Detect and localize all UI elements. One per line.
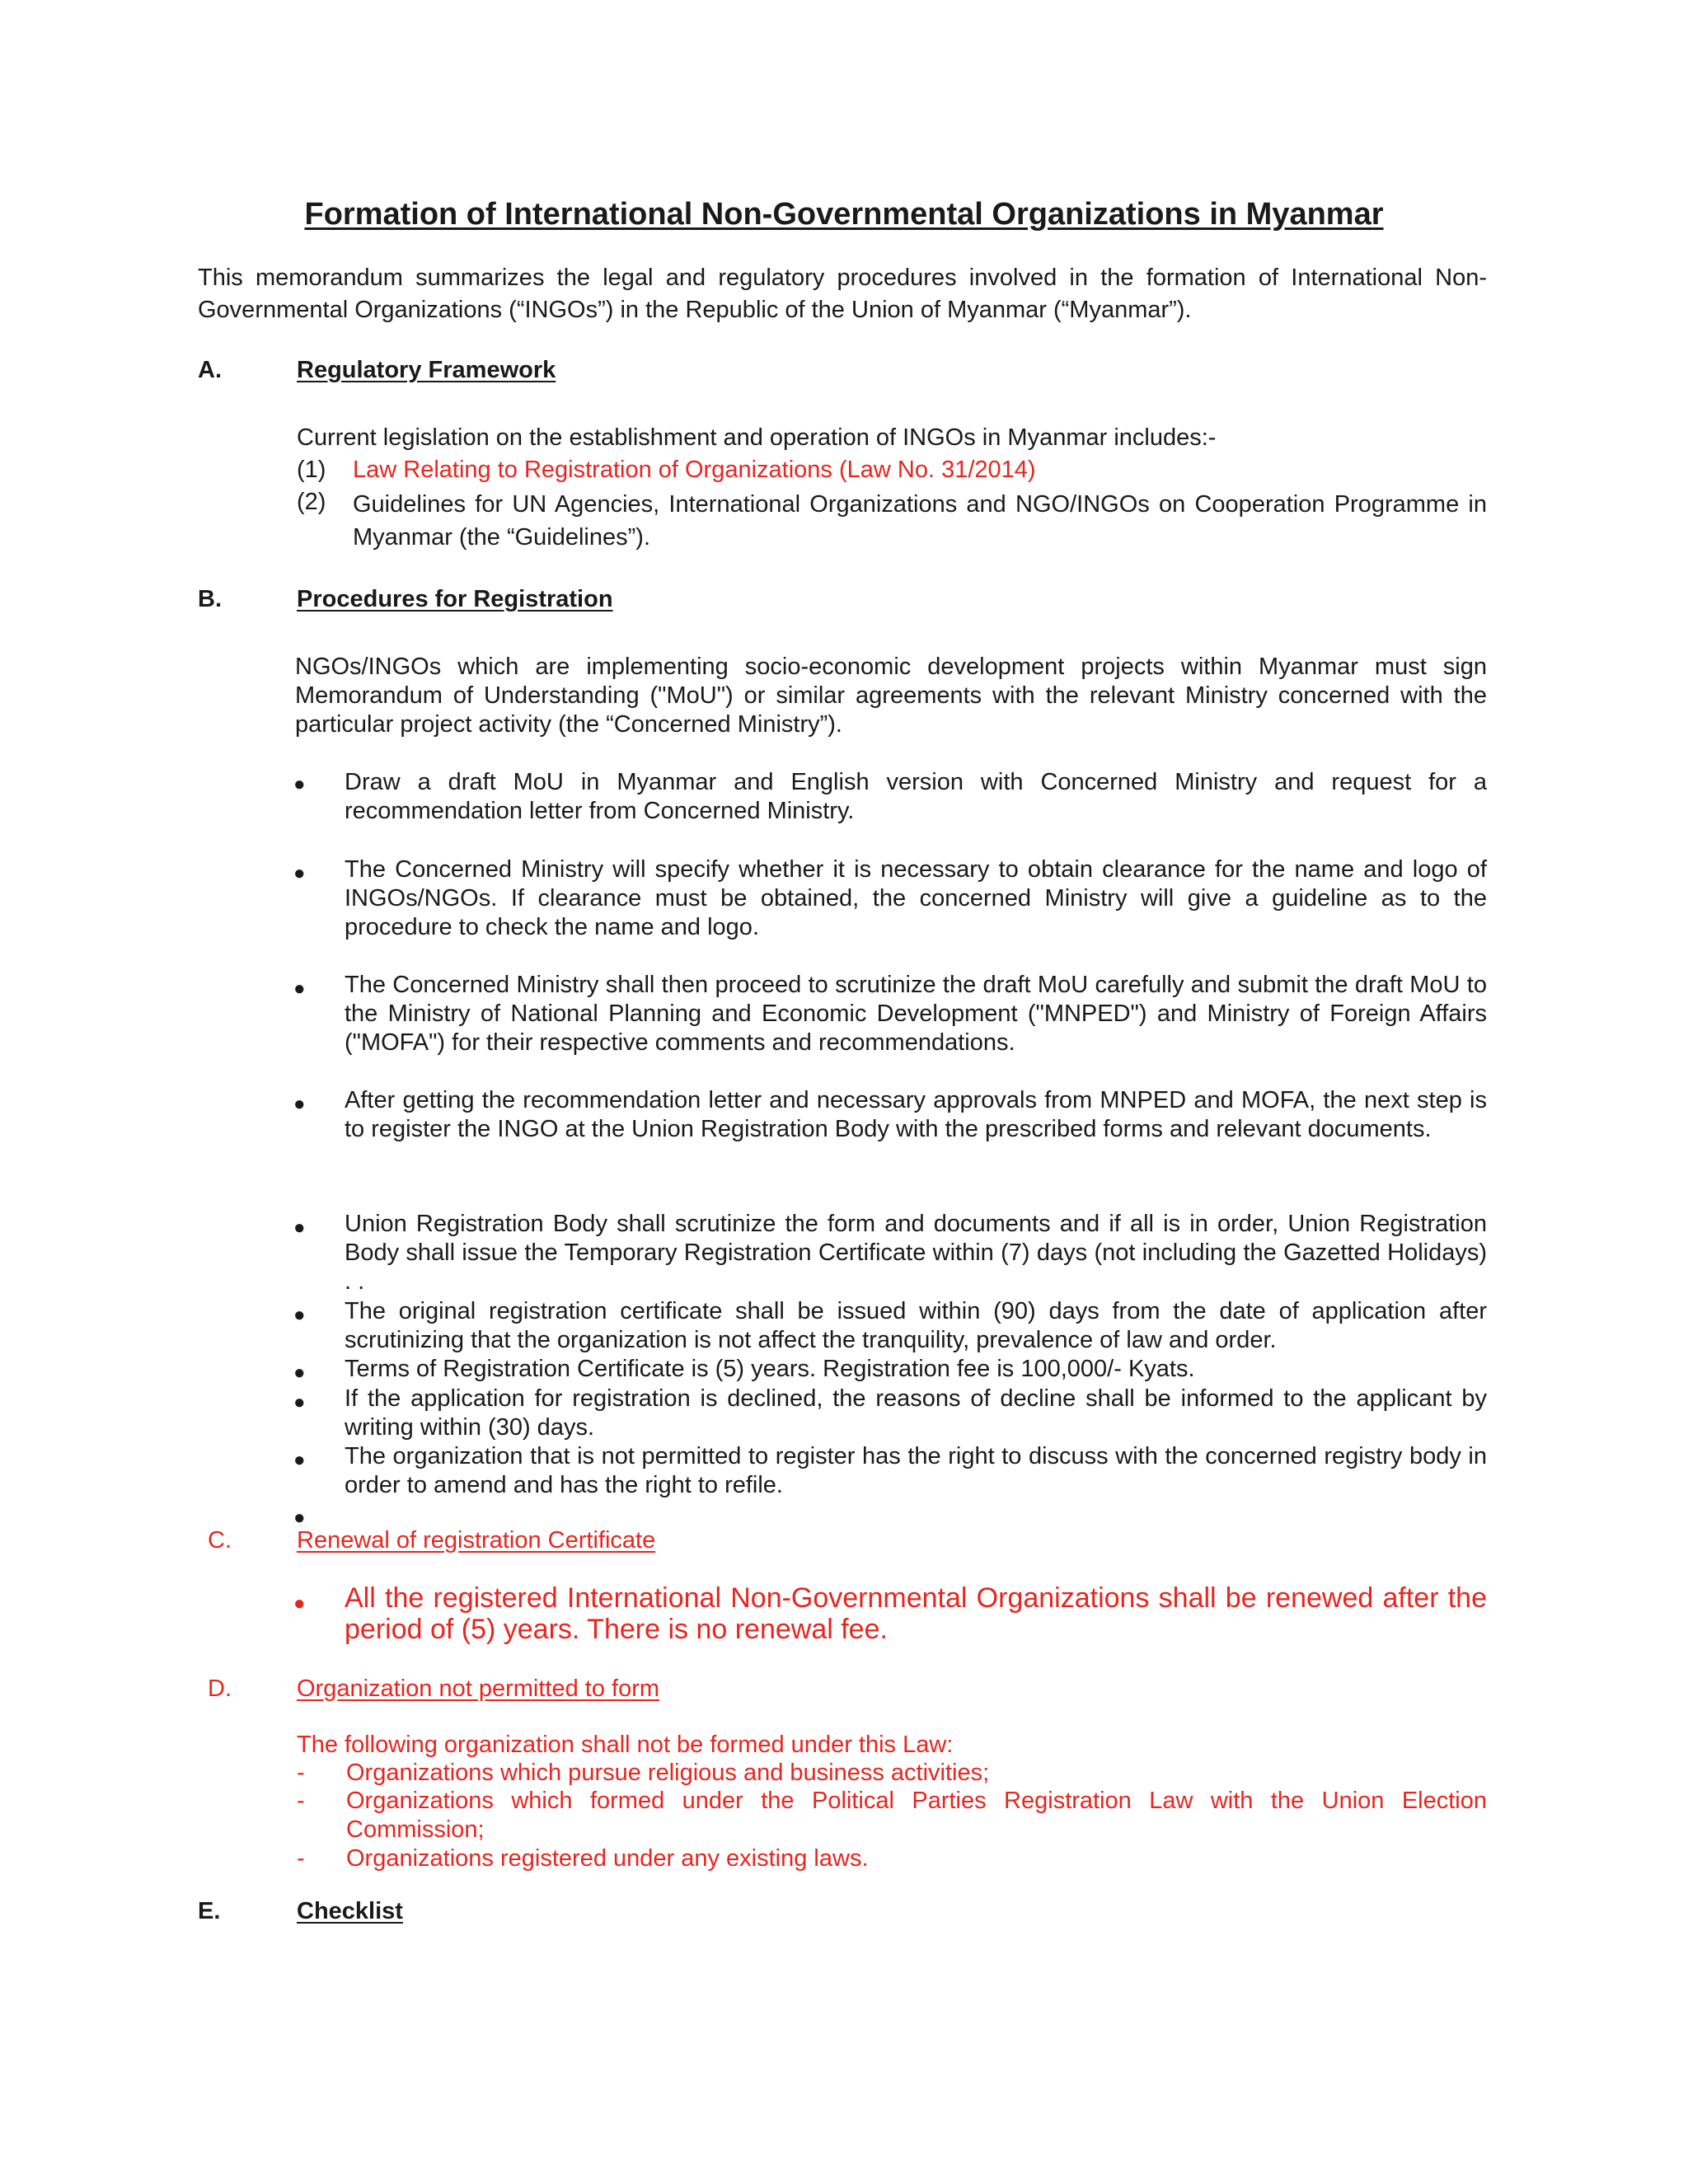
dash-marker: - (297, 1760, 305, 1786)
bullet-dot: ● (293, 1507, 306, 1529)
section-a-item-2-number: (2) (297, 489, 326, 515)
bullet-dot: ● (293, 1093, 306, 1115)
bullet-dot: ● (293, 1304, 306, 1326)
section-a-item-2-text: Guidelines for UN Agencies, International Organizations and NGO/INGOs on Cooperation Programme in Myanmar (the “Guidelines”). (353, 491, 1487, 551)
bullet-dot: ● (293, 862, 306, 884)
section-d-heading: Organization not permitted to form (297, 1675, 660, 1702)
bullet-dot: ● (293, 977, 306, 1000)
section-b-heading: Procedures for Registration (297, 586, 613, 612)
dash-marker: - (297, 1845, 305, 1872)
section-a-lead: Current legislation on the establishment and operation of INGOs in Myanmar includes:- (297, 424, 1217, 451)
section-e-heading: Checklist (297, 1898, 403, 1924)
section-c-bullet: All the registered International Non-Governmental Organizations shall be renewed after the period of (5) years. There is no renewal fee. (345, 1582, 1487, 1645)
section-b-bullet-1: Draw a draft MoU in Myanmar and English version with Concerned Ministry and request for a recommendation letter from Concerned Ministry. (345, 769, 1487, 824)
bullet-dot: ● (293, 1449, 306, 1471)
section-b-bullet-5: Union Registration Body shall scrutinize the form and documents and if all is in order, Union Registration Body shall issue the Temporary Registration Certificate within (7) days (not including the Gazetted Holidays) . . (345, 1211, 1487, 1295)
section-d-item-2: Organizations which formed under the Political Parties Registration Law with the Union Election Commission; (346, 1788, 1487, 1843)
section-d-lead: The following organization shall not be formed under this Law: (297, 1732, 954, 1758)
section-b-bullet-2: The Concerned Ministry will specify whether it is necessary to obtain clearance for the name and logo of INGOs/NGOs. If clearance must be obtained, the concerned Ministry will give a guideline as to the procedure to check the name and logo. (345, 856, 1487, 940)
bullet-dot: ● (293, 1216, 306, 1239)
section-d-letter: D. (208, 1675, 232, 1702)
section-b-bullet-4: After getting the recommendation letter and necessary approvals from MNPED and MOFA, the next step is to register the INGO at the Union Registration Body with the prescribed forms and relevant documents. (345, 1087, 1487, 1142)
section-a-letter: A. (198, 357, 222, 383)
bullet-dot: ● (293, 773, 306, 795)
section-c-heading: Renewal of registration Certificate (297, 1527, 656, 1554)
section-a-item-1-number: (1) (297, 457, 326, 483)
section-a-heading: Regulatory Framework (297, 357, 556, 383)
section-b-bullet-6: The original registration certificate shall be issued within (90) days from the date of application after scrutinizing that the organization is not affect the tranquility, prevalence of law and order. (345, 1298, 1487, 1353)
section-b-letter: B. (198, 586, 222, 612)
dash-marker: - (297, 1788, 305, 1814)
section-c-letter: C. (208, 1527, 232, 1554)
section-b-bullet-7: Terms of Registration Certificate is (5) years. Registration fee is 100,000/- Kyats. (345, 1356, 1195, 1382)
section-d-item-3: Organizations registered under any existing laws. (346, 1845, 869, 1872)
section-e-letter: E. (198, 1898, 221, 1924)
section-b-lead: NGOs/INGOs which are implementing socio-economic development projects within Myanmar must sign Memorandum of Understanding ("MoU") or similar agreements with the relevant Ministry concerned with the particular project activity (the “Concerned Ministry”). (295, 654, 1487, 738)
section-d-item-1: Organizations which pursue religious and business activities; (346, 1760, 990, 1786)
section-b-bullet-3: The Concerned Ministry shall then proceed to scrutinize the draft MoU carefully and submit the draft MoU to the Ministry of National Planning and Economic Development ("MNPED") and Ministry of Foreign Affairs ("MOFA") for their respective comments and recommendations. (345, 972, 1487, 1056)
intro-paragraph: This memorandum summarizes the legal and regulatory procedures involved in the formation of International Non-Governmental Organizations (“INGOs”) in the Republic of the Union of Myanmar (“Myanmar”). (198, 265, 1487, 323)
section-b-bullet-9: The organization that is not permitted to register has the right to discuss with the concerned registry body in order to amend and has the right to refile. (345, 1443, 1487, 1498)
section-b-bullet-8: If the application for registration is declined, the reasons of decline shall be informed to the applicant by writing within (30) days. (345, 1385, 1487, 1441)
bullet-dot: ● (293, 1592, 306, 1615)
bullet-dot: ● (293, 1391, 306, 1413)
section-a-item-1-text: Law Relating to Registration of Organizations (Law No. 31/2014) (353, 457, 1036, 483)
document-title: Formation of International Non-Governmental Organizations in Myanmar (304, 197, 1384, 232)
bullet-dot: ● (293, 1361, 306, 1384)
